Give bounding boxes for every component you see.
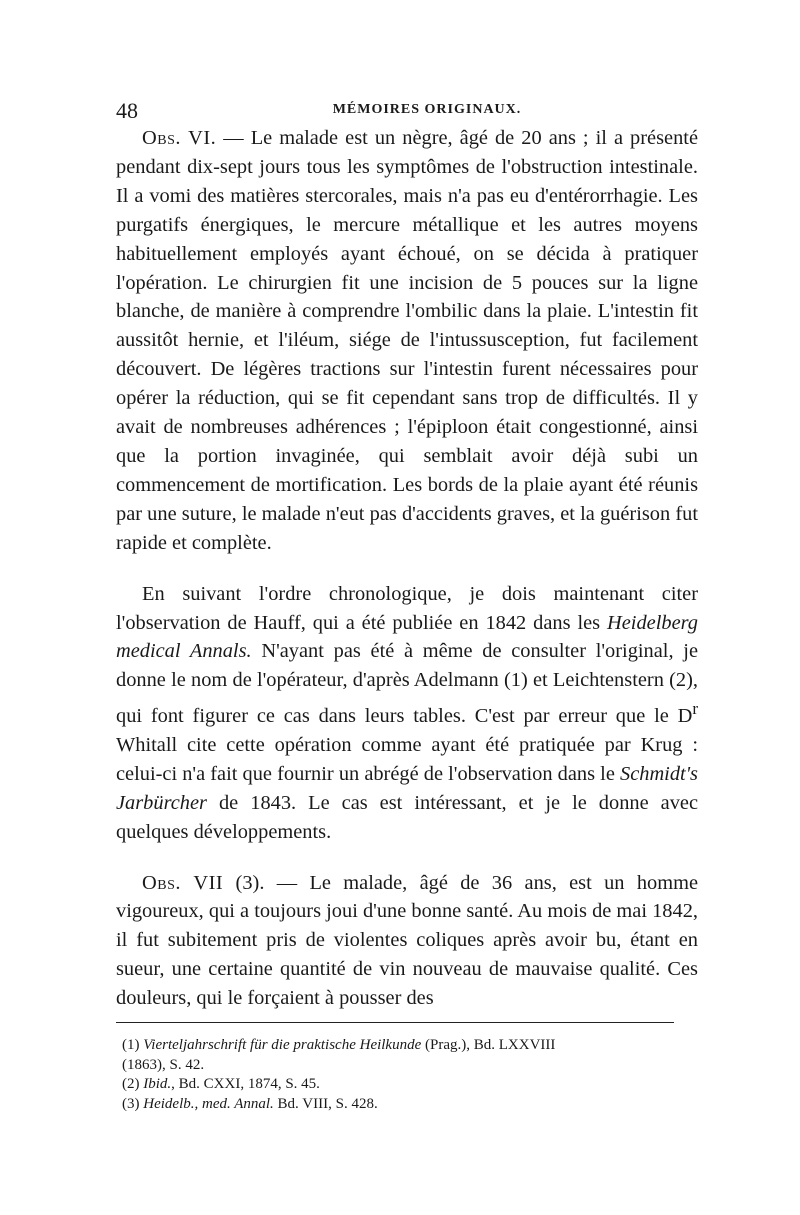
footnote-number: (1) bbox=[122, 1037, 140, 1053]
footnote-number: (2) bbox=[122, 1076, 140, 1092]
observation-6-paragraph bbox=[116, 124, 698, 558]
observation-7-label: Obs. VII bbox=[142, 871, 224, 894]
body-text bbox=[116, 124, 698, 1013]
page-header bbox=[116, 98, 698, 122]
observation-6-label: Obs. VI. bbox=[142, 127, 217, 149]
footnote-rest: Bd. VIII, S. 428. bbox=[273, 1095, 378, 1112]
page-number: 48 bbox=[116, 98, 138, 123]
doctor-superscript: r bbox=[692, 699, 698, 719]
footnote-italic: Vierteljahrschrift für die praktische Heilkunde bbox=[143, 1037, 422, 1053]
journal-title-heidelberg: Heidelberg medical Annals. bbox=[116, 611, 698, 663]
journal-title-schmidt: Schmidt's Jarbürcher bbox=[116, 762, 698, 814]
chronology-text-3: Whitall cite cette opération comme ayant été pratiquée par Krug : celui-ci n'a fait que fournir un abrégé de l'observation dans le bbox=[116, 733, 698, 785]
footnotes bbox=[122, 1036, 698, 1114]
footnote-1 bbox=[122, 1036, 698, 1075]
footnote-3 bbox=[122, 1095, 698, 1115]
footnote-italic: Heidelb., med. Annal. bbox=[143, 1095, 274, 1112]
footnote-italic: Ibid. bbox=[143, 1076, 172, 1092]
observation-7-paragraph bbox=[116, 869, 698, 1014]
footnote-rest: (Prag.), Bd. LXXVIII bbox=[421, 1037, 556, 1053]
footnote-continuation: (1863), S. 42. bbox=[122, 1056, 205, 1073]
footnote-number: (3) bbox=[122, 1095, 140, 1112]
running-title: MÉMOIRES ORIGINAUX. bbox=[332, 102, 522, 117]
chronology-text-1: En suivant l'ordre chronologique, je dois maintenant citer l'observation de Hauff, qui a été publiée en 1842 dans les bbox=[116, 582, 698, 634]
chronology-paragraph bbox=[116, 580, 698, 847]
footnote-2 bbox=[122, 1075, 698, 1095]
footnote-rest: , Bd. CXXI, 1874, S. 45. bbox=[171, 1076, 320, 1092]
observation-6-text: — Le malade est un nègre, âgé de 20 ans ; il a présenté pendant dix-sept jours tous les symptômes de l'obstruction intestinale. Il a vomi des matières stercorales, mais n'a pas eu d'entérorrhagie. Les purgatifs énergiques, le mercure métallique et les autres moyens habituellement employés ayant échoué, on se décida à pratiquer l'opération. Le chirurgien fit une incision de 5 pouces sur la ligne blanche, de manière à comprendre l'ombilic dans la plaie. L'intestin fit aussitôt hernie, et l'iléum, siége de l'intussusception, fut facilement découvert. De légères tractions sur l'intestin furent nécessaires pour opérer la réduction, qui se fit cependant sans trop de difficultés. Il y avait de nombreuses adhérences ; l'épiploon était congestionné, ainsi que la portion invaginée, qui semblait avoir déjà subi un commencement de mortification. Les bords de la plaie ayant été réunis par une suture, le malade n'eut pas d'accidents graves, et la guérison fut rapide et complète. bbox=[116, 127, 698, 554]
chronology-text-4: de 1843. Le cas est intéressant, et je le donne avec quelques développements. bbox=[116, 791, 698, 843]
footnote-rule bbox=[116, 1022, 674, 1023]
chronology-text-2: N'ayant pas été à même de consulter l'original, je donne le nom de l'opérateur, d'après Adelmann (1) et Leichtenstern (2), qui font figurer ce cas dans leurs tables. C'est par erreur que le D bbox=[116, 640, 698, 728]
observation-7-text: (3). — Le malade, âgé de 36 ans, est un homme vigoureux, qui a toujours joui d'une bonne santé. Au mois de mai 1842, il fut subitement pris de violentes coliques après avoir bu, étant en sueur, une certaine quantité de vin nouveau de mauvaise qualité. Ces douleurs, qui le forçaient à pousser des bbox=[116, 871, 698, 1010]
